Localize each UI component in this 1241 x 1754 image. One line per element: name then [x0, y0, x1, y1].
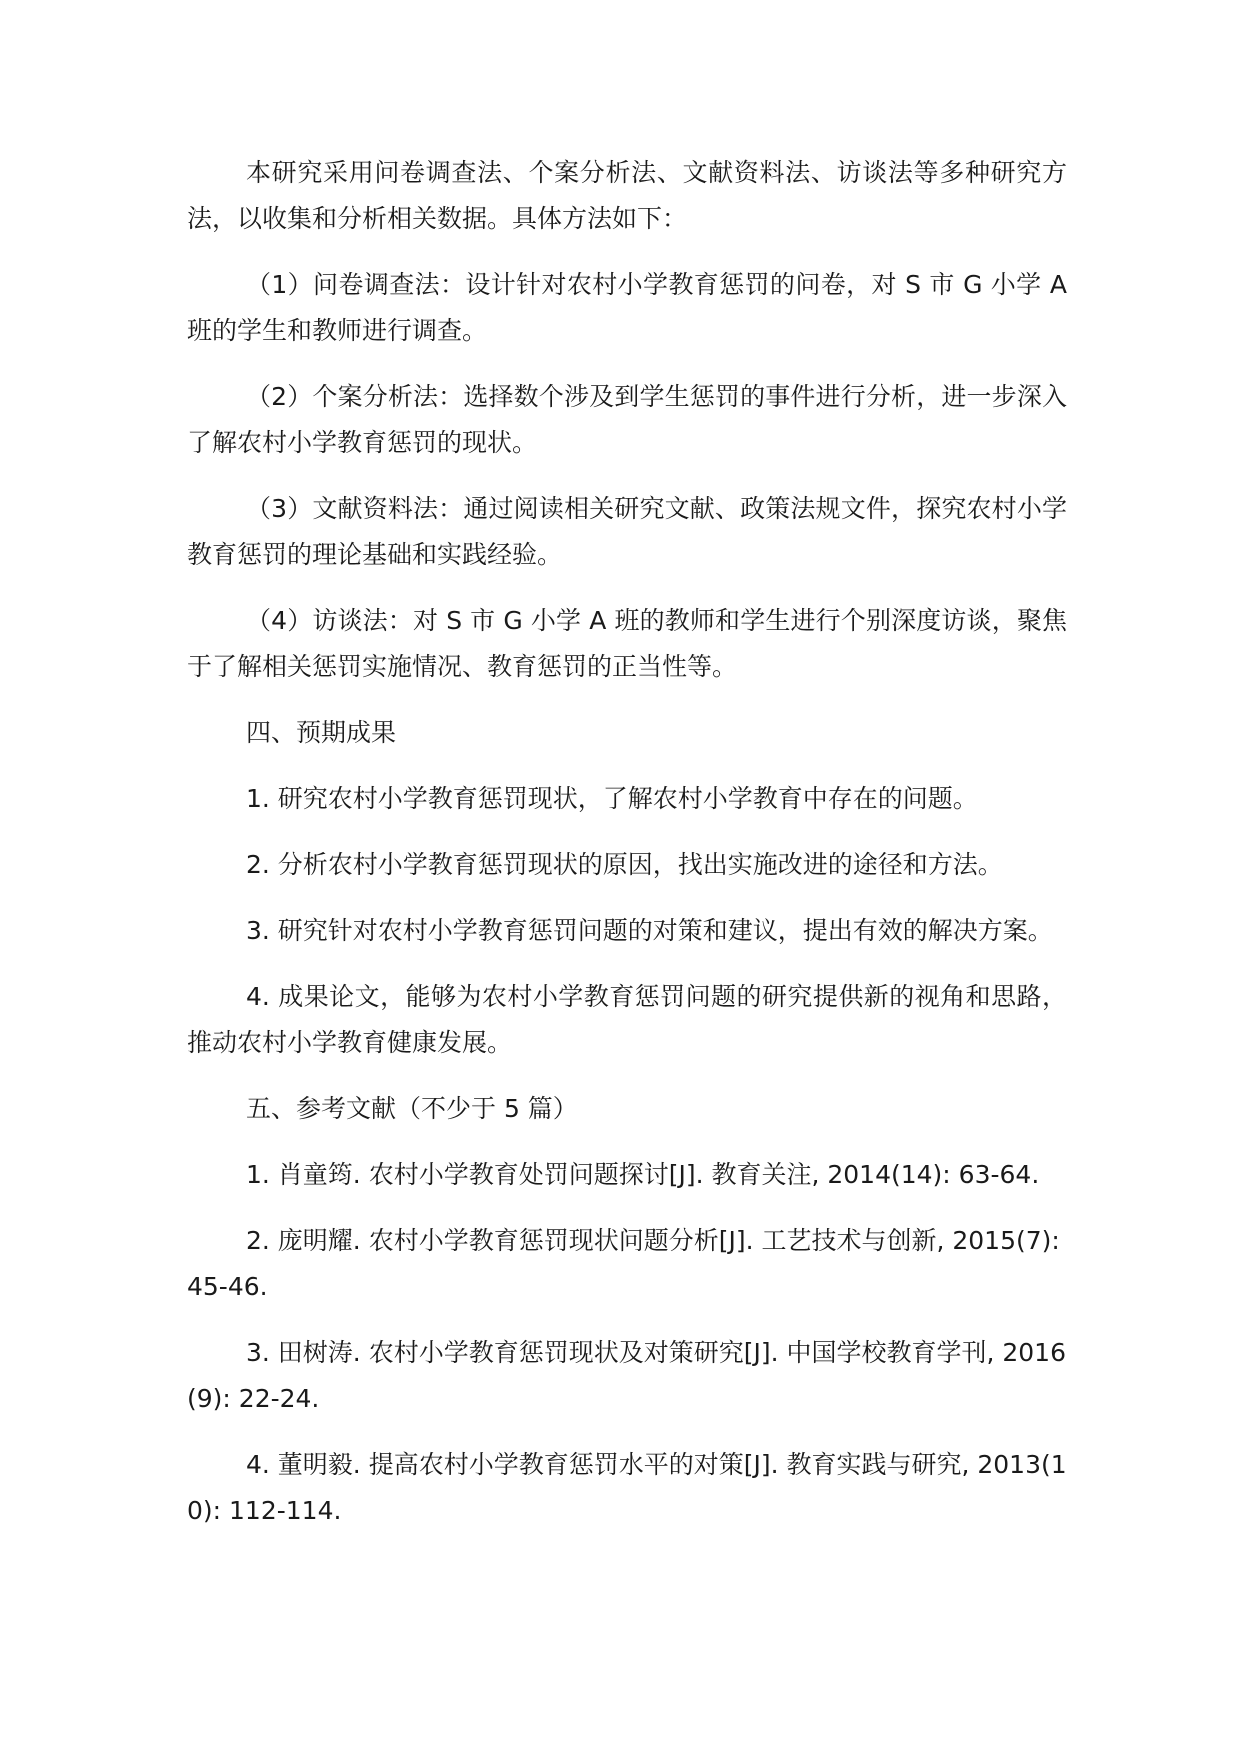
reference-item-2: 2. 庞明耀. 农村小学教育惩罚现状问题分析[J]. 工艺技术与创新, 2015(7): 45-46. — [187, 1226, 1060, 1301]
expected-item-2: 2. 分析农村小学教育惩罚现状的原因，找出实施改进的途径和方法。 — [246, 850, 1003, 879]
methods-intro: 本研究采用问卷调查法、个案分析法、文献资料法、访谈法等多种研究方法，以收集和分析相关数据。具体方法如下： — [187, 158, 1067, 233]
reference-item-1: 1. 肖童筠. 农村小学教育处罚问题探讨[J]. 教育关注, 2014(14): 63-64. — [246, 1160, 1040, 1189]
expected-item-1: 1. 研究农村小学教育惩罚现状，了解农村小学教育中存在的问题。 — [246, 784, 978, 813]
method-item-literature: （3）文献资料法：通过阅读相关研究文献、政策法规文件，探究农村小学教育惩罚的理论基础和实践经验。 — [187, 494, 1067, 569]
document-page — [187, 150, 1067, 1554]
reference-item-4: 4. 董明毅. 提高农村小学教育惩罚水平的对策[J]. 教育实践与研究, 2013(10): 112-114. — [187, 1450, 1067, 1525]
method-item-questionnaire: （1）问卷调查法：设计针对农村小学教育惩罚的问卷，对 S 市 G 小学 A 班的学生和教师进行调查。 — [187, 270, 1067, 345]
method-item-interview: （4）访谈法：对 S 市 G 小学 A 班的教师和学生进行个别深度访谈，聚焦于了解相关惩罚实施情况、教育惩罚的正当性等。 — [187, 606, 1067, 681]
reference-item-3: 3. 田树涛. 农村小学教育惩罚现状及对策研究[J]. 中国学校教育学刊, 2016(9): 22-24. — [187, 1338, 1066, 1413]
expected-item-3: 3. 研究针对农村小学教育惩罚问题的对策和建议，提出有效的解决方案。 — [246, 916, 1053, 945]
references-heading: 五、参考文献（不少于 5 篇） — [246, 1094, 578, 1123]
expected-item-4: 4. 成果论文，能够为农村小学教育惩罚问题的研究提供新的视角和思路，推动农村小学教育健康发展。 — [187, 982, 1067, 1057]
expected-results-heading: 四、预期成果 — [246, 718, 397, 747]
method-item-case-analysis: （2）个案分析法：选择数个涉及到学生惩罚的事件进行分析，进一步深入了解农村小学教育惩罚的现状。 — [187, 382, 1067, 457]
